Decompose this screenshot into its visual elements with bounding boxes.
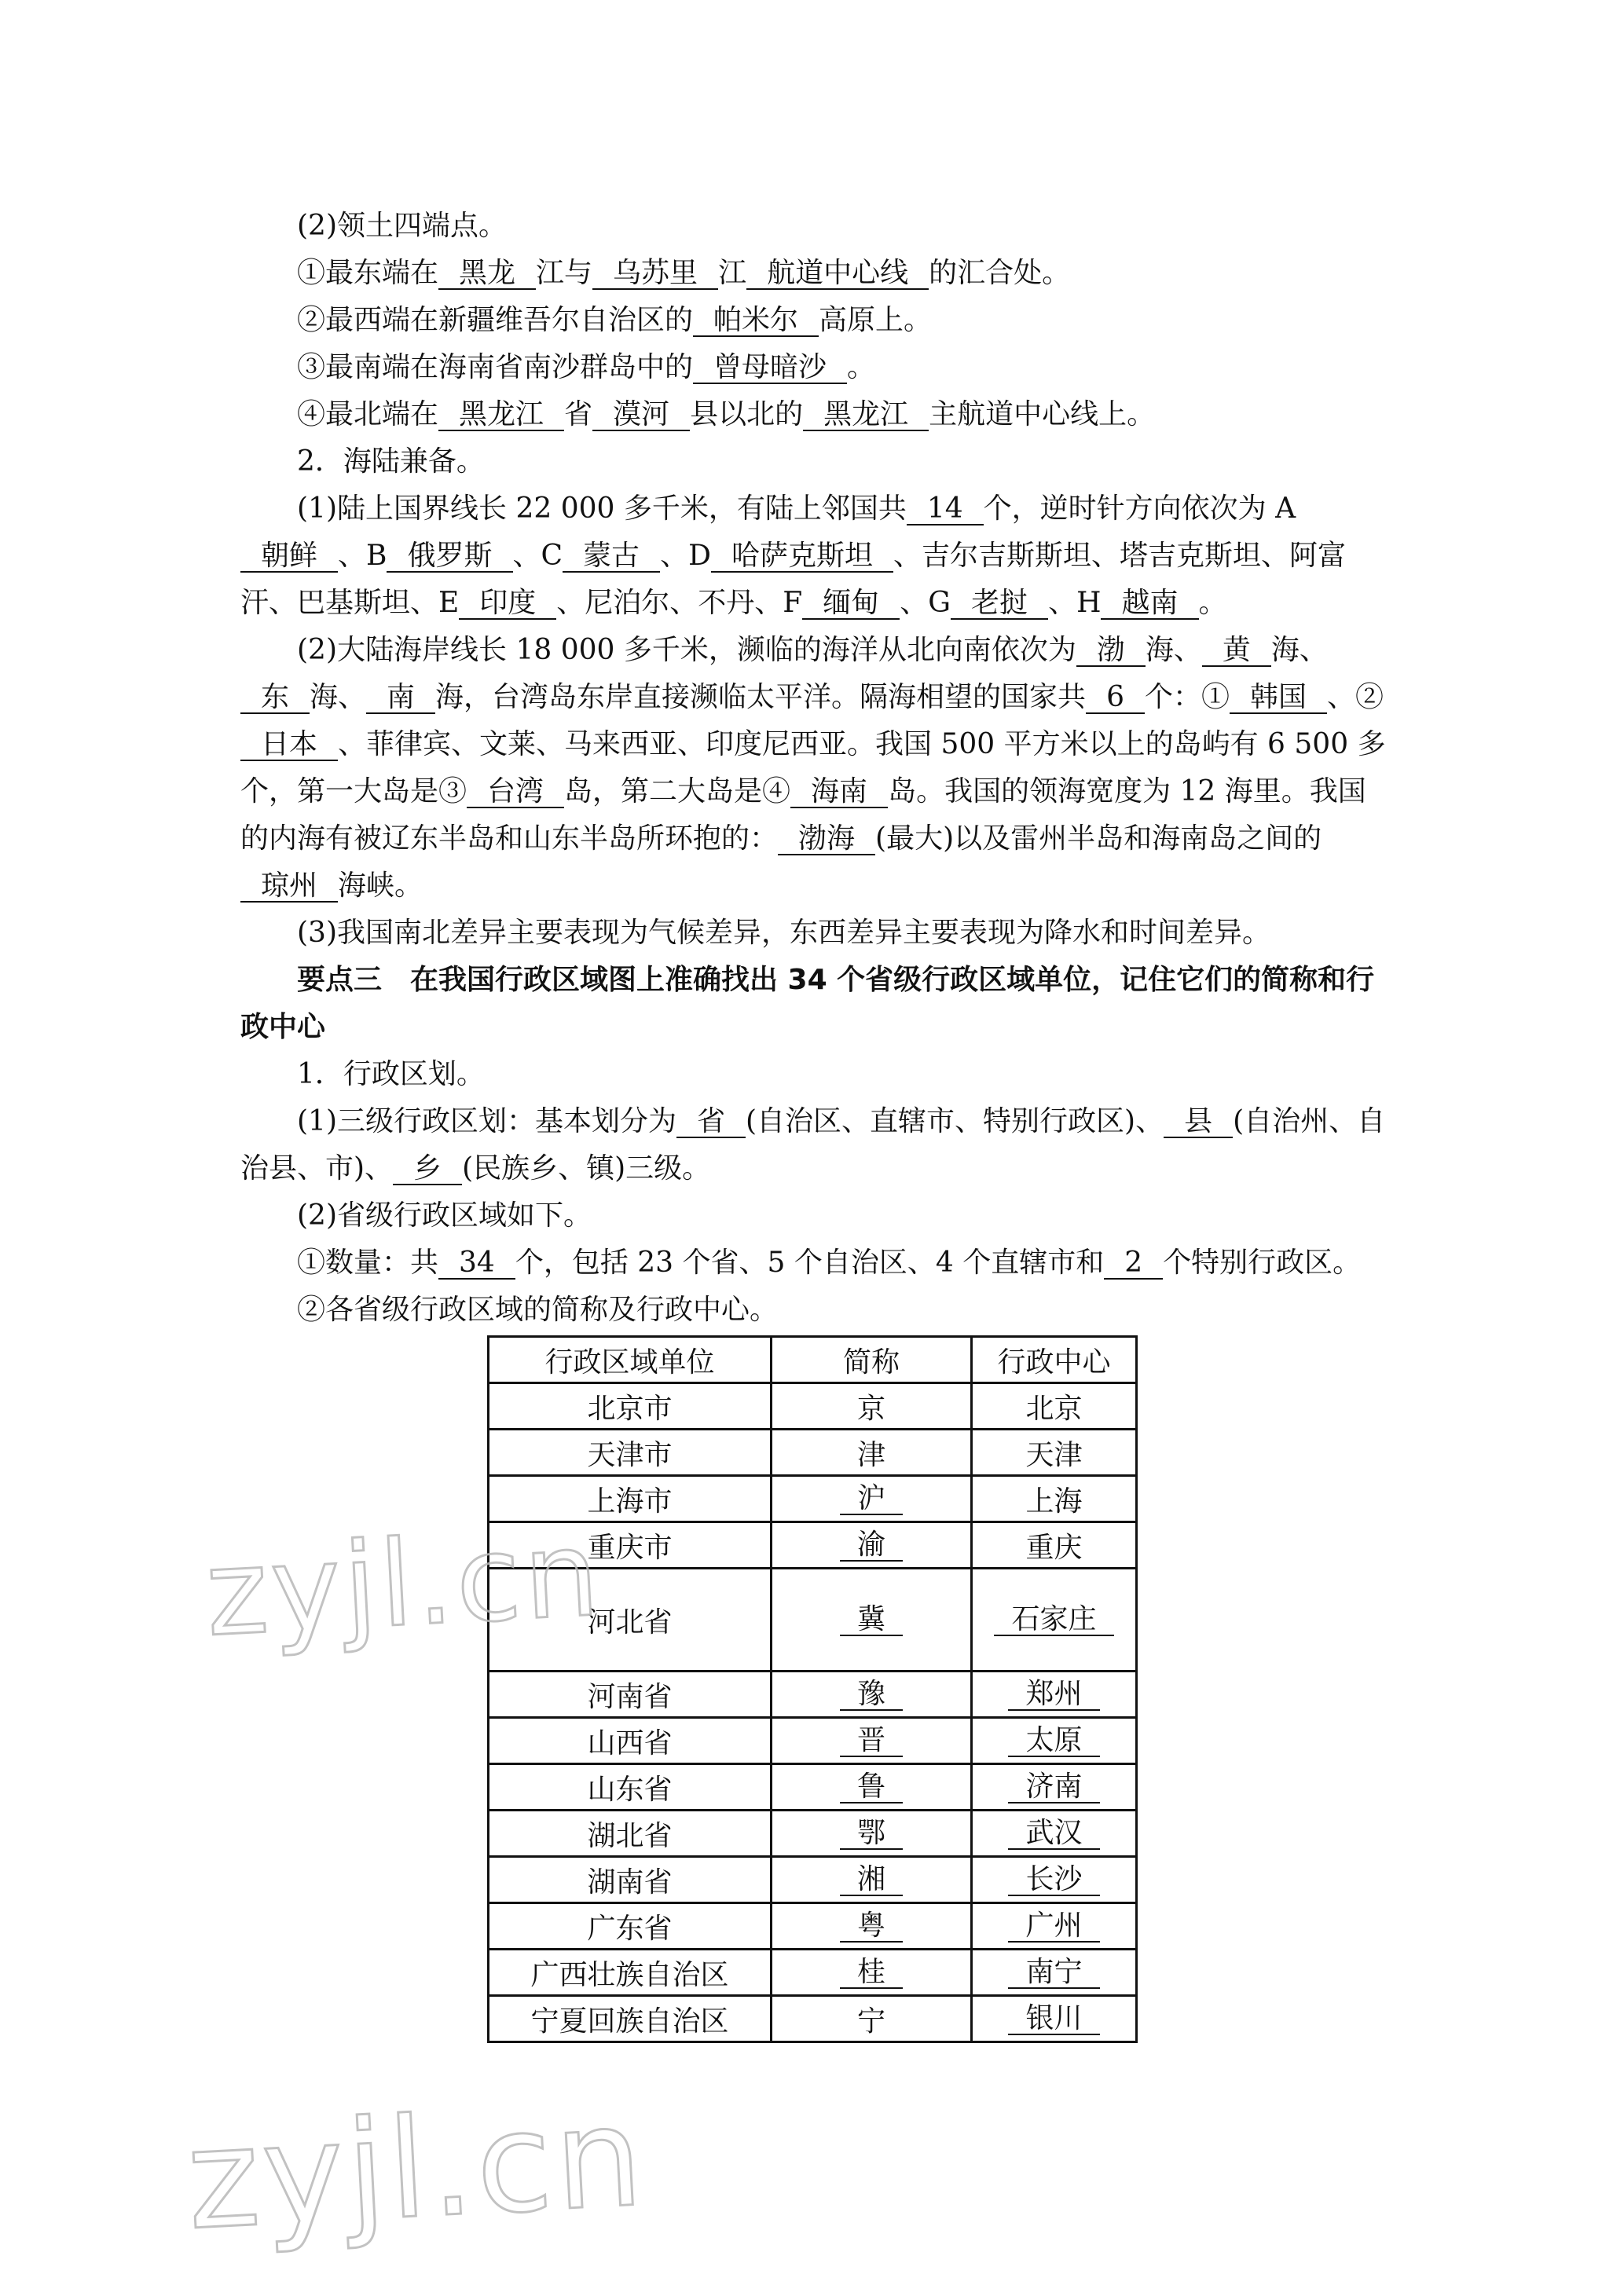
table-cell: 津 [772, 1430, 972, 1476]
answer-blank: 越南 [1101, 588, 1198, 620]
answer-blank: 34 [438, 1248, 515, 1280]
table-cell: 重庆 [972, 1522, 1137, 1569]
table-header-cell: 简称 [772, 1337, 972, 1383]
answer-blank: 鲁 [840, 1772, 903, 1803]
answer-blank: 桂 [840, 1957, 903, 1989]
answer-blank: 韩国 [1230, 683, 1327, 714]
answer-blank: 济南 [1008, 1772, 1099, 1803]
answer-blank: 琼州 [240, 871, 338, 903]
document-body [240, 203, 1388, 1334]
table-row [489, 1718, 1137, 1764]
answer-blank: 乡 [393, 1154, 462, 1185]
answer-blank: 哈萨克斯坦 [711, 541, 893, 573]
table-cell [772, 1857, 972, 1903]
answer-blank: 缅甸 [802, 588, 900, 620]
table-cell: 宁夏回族自治区 [489, 1996, 772, 2042]
answer-blank: 航道中心线 [746, 258, 929, 290]
answer-blank: 帕米尔 [693, 306, 819, 337]
answer-blank: 东 [240, 683, 310, 714]
table-row [489, 1383, 1137, 1430]
answer-blank: 黄 [1202, 635, 1271, 667]
table-cell [972, 1811, 1137, 1857]
watermark: zyjl.cn [202, 1505, 606, 1664]
table-cell: 山东省 [489, 1764, 772, 1811]
answer-blank: 鄂 [840, 1818, 903, 1850]
answer-blank: 6 [1086, 683, 1145, 714]
paragraph: ③最南端在海南省南沙群岛中的 曾母暗沙 。 [297, 351, 876, 383]
section-heading: 要点三 在我国行政区域图上准确找出 34 个省级行政区域单位，记住它们的简称和行政中心 [240, 964, 1375, 1043]
answer-blank: 老挝 [951, 588, 1048, 620]
answer-blank: 14 [907, 494, 984, 525]
answer-blank: 武汉 [1008, 1818, 1099, 1850]
paragraph: (1)陆上国界线长 22 000 多千米，有陆上邻国共 14 个，逆时针方向依次为 A朝鲜 、B 俄罗斯 、C 蒙古 、D 哈萨克斯坦 、吉尔吉斯斯坦、塔吉克斯坦、阿富汗、巴基斯坦、E 印度 、尼泊尔、不丹、F 缅甸 、G 老挝 、H 越南 。 [240, 493, 1346, 619]
table-cell [972, 1672, 1137, 1718]
paragraph: 1．行政区划。 [297, 1058, 485, 1090]
table-cell [972, 1950, 1137, 1996]
table-cell: 广东省 [489, 1903, 772, 1950]
table-row [489, 1430, 1137, 1476]
table-cell [972, 1857, 1137, 1903]
answer-blank: 沪 [840, 1484, 903, 1515]
answer-blank: 曾母暗沙 [693, 353, 847, 384]
paragraph: ①最东端在 黑龙 江与 乌苏里 江 航道中心线 的汇合处。 [297, 257, 1071, 289]
answer-blank: 南宁 [1008, 1957, 1099, 1989]
answer-blank: 石家庄 [994, 1605, 1113, 1636]
table-cell [772, 1764, 972, 1811]
table-cell: 宁 [772, 1996, 972, 2042]
answer-blank: 银川 [1008, 2004, 1099, 2035]
paragraph: (2)领土四端点。 [297, 210, 507, 242]
table-cell [772, 1950, 972, 1996]
paragraph: (1)三级行政区划：基本划分为 省 (自治区、直辖市、特别行政区)、 县 (自治州、自治县、市)、 乡 (民族乡、镇)三级。 [240, 1105, 1386, 1185]
answer-blank: 黑龙江 [438, 400, 564, 431]
table-row [489, 1857, 1137, 1903]
table-row [489, 1672, 1137, 1718]
table-header-cell: 行政区域单位 [489, 1337, 772, 1383]
table-header-cell: 行政中心 [972, 1337, 1137, 1383]
table-cell: 上海 [972, 1476, 1137, 1522]
answer-blank: 台湾 [467, 777, 564, 808]
table-cell [772, 1811, 972, 1857]
answer-blank: 漠河 [592, 400, 690, 431]
table-cell: 上海市 [489, 1476, 772, 1522]
answer-blank: 省 [676, 1107, 746, 1138]
answer-blank: 南 [366, 683, 435, 714]
table-cell: 湖南省 [489, 1857, 772, 1903]
table-cell [772, 1522, 972, 1569]
answer-blank: 粤 [840, 1911, 903, 1943]
answer-blank: 豫 [840, 1679, 903, 1711]
answer-blank: 黑龙江 [803, 400, 929, 431]
answer-blank: 郑州 [1008, 1679, 1099, 1711]
answer-blank: 县 [1164, 1107, 1233, 1138]
table-cell: 广西壮族自治区 [489, 1950, 772, 1996]
table-cell [772, 1569, 972, 1672]
paragraph: ②最西端在新疆维吾尔自治区的 帕米尔 高原上。 [297, 304, 933, 336]
table-cell: 河南省 [489, 1672, 772, 1718]
answer-blank: 海南 [790, 777, 888, 808]
answer-blank: 乌苏里 [592, 258, 718, 290]
table-row [489, 1903, 1137, 1950]
table-cell [972, 1718, 1137, 1764]
table-cell: 北京 [972, 1383, 1137, 1430]
answer-blank: 冀 [840, 1605, 903, 1636]
table-row [489, 1811, 1137, 1857]
table-cell [972, 1569, 1137, 1672]
table-cell [972, 1903, 1137, 1950]
answer-blank: 晋 [840, 1726, 903, 1757]
paragraph: ②各省级行政区域的简称及行政中心。 [297, 1294, 779, 1326]
answer-blank: 长沙 [1008, 1865, 1099, 1896]
paragraph: ①数量：共 34 个，包括 23 个省、5 个自治区、4 个直辖市和 2 个特别行政区。 [297, 1247, 1362, 1279]
table-cell [772, 1718, 972, 1764]
table-cell [772, 1672, 972, 1718]
paragraph: 2．海陆兼备。 [297, 445, 485, 478]
answer-blank: 渝 [840, 1530, 903, 1562]
answer-blank: 印度 [459, 588, 556, 620]
answer-blank: 朝鲜 [240, 541, 338, 573]
paragraph: ④最北端在 黑龙江 省 漠河 县以北的 黑龙江 主航道中心线上。 [297, 398, 1156, 430]
answer-blank: 湘 [840, 1865, 903, 1896]
answer-blank: 蒙古 [563, 541, 660, 573]
answer-blank: 2 [1104, 1248, 1163, 1280]
paragraph: (2)大陆海岸线长 18 000 多千米，濒临的海洋从北向南依次为 渤 海、 黄 海、东 海、 南 海，台湾岛东岸直接濒临太平洋。隔海相望的国家共 6 个：① 韩国 、②日本 、菲律宾、文莱、马来西亚、印度尼西亚。我国 500 平方米以上的岛屿有 6 500 多个，第一大岛是③ 台湾 岛，第二大岛是④ 海南 岛。我国的领海宽度为 12 海里。我国的内海有被辽东半岛和山东半岛所环抱的： 渤海 (最大)以及雷州半岛和海南岛之间的琼州 海峡。 [240, 634, 1386, 902]
table-row [489, 1996, 1137, 2042]
answer-blank: 广州 [1008, 1911, 1099, 1943]
answer-blank: 渤 [1076, 635, 1146, 667]
table-row [489, 1950, 1137, 1996]
answer-blank: 太原 [1008, 1726, 1099, 1757]
table-cell: 重庆市 [489, 1522, 772, 1569]
table-header-row [489, 1337, 1137, 1383]
table-cell [972, 1996, 1137, 2042]
table-cell: 河北省 [489, 1569, 772, 1672]
table-cell: 北京市 [489, 1383, 772, 1430]
paragraph: (3)我国南北差异主要表现为气候差异，东西差异主要表现为降水和时间差异。 [297, 917, 1270, 949]
province-table [487, 1335, 1138, 2043]
table-row [489, 1764, 1137, 1811]
table-cell: 天津 [972, 1430, 1137, 1476]
table-cell: 京 [772, 1383, 972, 1430]
table-cell: 天津市 [489, 1430, 772, 1476]
watermark: zyjl.cn [183, 2077, 650, 2261]
answer-blank: 日本 [240, 730, 338, 761]
table-cell: 湖北省 [489, 1811, 772, 1857]
paragraph: (2)省级行政区域如下。 [297, 1199, 592, 1232]
answer-blank: 渤海 [778, 824, 875, 855]
table-cell: 山西省 [489, 1718, 772, 1764]
answer-blank: 俄罗斯 [387, 541, 512, 573]
table-cell [772, 1476, 972, 1522]
table-cell [772, 1903, 972, 1950]
table-cell [972, 1764, 1137, 1811]
answer-blank: 黑龙 [438, 258, 536, 290]
